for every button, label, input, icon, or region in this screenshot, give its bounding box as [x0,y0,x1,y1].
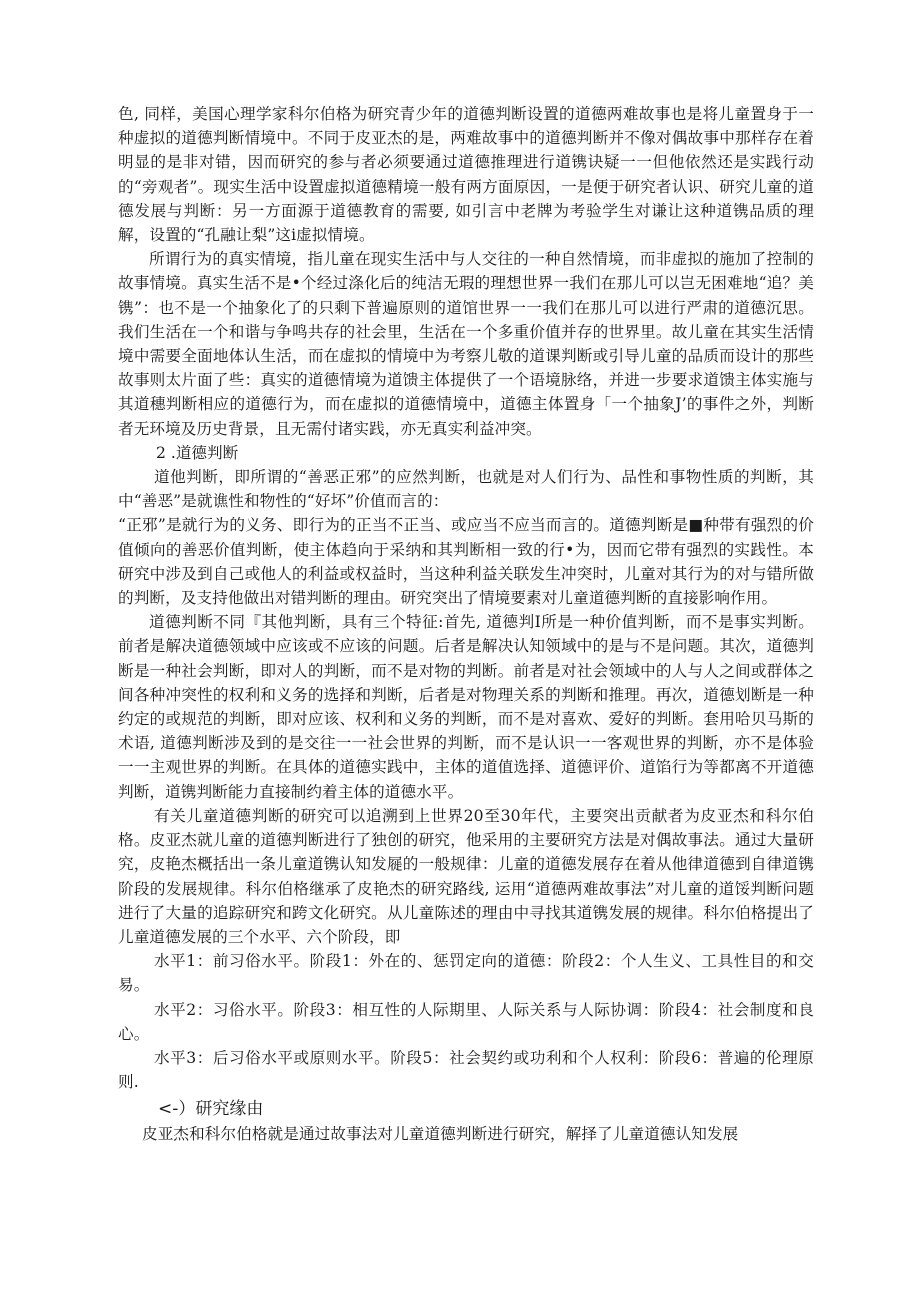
paragraph-three-features: 道德判断不同『其他判断，具有三个特征:首先, 道德判I所是一种价值判断，而不是事实判断。前者是解决道德领域中应该或不应该的问题。后者是解决认知领域中的是与不是问题。其次，道德判断是一种社会判断，即对人的判断，而不是对物的判断。前者是对社会领域中的人与人之间或群体之间各种冲突性的权利和义务的选择和判断，后者是对物理关系的判断和推理。再次，道德划断是一种约定的或规范的判断，即对应该、权利和义务的判断，而不是对喜欢、爱好的判断。套用哈贝马斯的术语, 道德判断涉及到的是交往一一社会世界的判断，而不是认识一一客观世界的判断，亦不是体验一一主观世界的判断。在具体的道德实践中，主体的道值选择、道德评价、道馅行为等都离不开道德判断，道镌判断能力直接制约着主体的道德水平。 [118,613,814,801]
section-heading-research-reason: <-）研究缘由 [158,1099,264,1120]
paragraph-research-history: 有关儿童道德判断的研究可以追溯到上世界20至30年代，主要突出贡献者为皮亚杰和科尔伯格。皮亚杰就儿童的道德判断进行了独创的研究，他采用的主要研究方法是对偶故事法。通过大量研究，皮艳杰概括出一条儿童道镌认知发屣的一般规律：儿童的道德发展存在着从他律道德到自律道镌阶段的发展规律。科尔伯格继承了皮艳杰的研究路线, 运用“道德两难故事法”对儿童的道馁判断问题进行了大量的追踪研究和跨文化研究。从儿童陈述的理由中寻找其道镌发展的规律。科尔伯格提出了儿童道德发展的三个水平、六个阶段，即 [118,806,814,946]
paragraph-judgment-definition: 道他判断，即所谓的“善恶正邪”的应然判断，也就是对人们行为、品性和事物性质的判断，其中“善恶”是就谯性和物性的“好坏”价值而言的： [118,468,814,511]
paragraph-level-1: 水平1：前习俗水平。阶段1：外在的、惩罚定向的道德：阶段2：个人生义、工具性目的和交易。 [118,952,814,995]
document-page [118,102,814,1147]
paragraph-real-situation: 所谓行为的真实情境，指儿童在现实生活中与人交往的一种自然情境，而非虚拟的施加了控制的故事情境。真实生活不是•个经过涤化后的纯洁无瑕的理想世界一我们在那儿可以岂无困难地“追？美镌”：也不是一个抽象化了的只剩下普遍原则的道馆世界一一我们在那儿可以进行严肃的道德沉思。我们生活在一个和谐与争鸣共存的社会里，生活在一个多重价值并存的世界里。故儿童在其实生活情境中需要全面地体认生活，而在虚拟的情境中为考察儿敬的道课判断或引导儿童的品质而设计的那些故事则太片面了些：真实的道德情境为道馈主体提供了一个语境脉络，并进一步要求道馈主体实施与其道穗判断相应的道德行为，而在虚拟的道德情境中，道德主体置身「一个抽象J’的事件之外，判断者无环境及历史背景，且无需付诸实践，亦无真实利益冲突。 [118,250,814,438]
paragraph-dilemma-stories: 色, 同样，美国心理学家科尔伯格为研究青少年的道德判断设置的道德两难故事也是将儿童置身于一种虚拟的道德判断情境中。不同于皮亚杰的是，两难故事中的道德判断并不像对偶故事中那样存在着明显的是非对错，因而研究的参与者必须要通过道德推理进行道镌诀疑一一但他依然还是实践行动的“旁观者”。现实生活中设置虚拟道德精境一般有两方面原因，一是便于研究者认识、研究儿童的道德发展与判断：另一方面源于道德教育的需要, 如引言中老牌为考验学生对谦让这种道镌品质的理解，设置的“孔融让梨”这i虚拟情境。 [118,105,814,245]
paragraph-level-3: 水平3：后习俗水平或原则水平。阶段5：社会契约或功利和个人权利：阶段6：普遍的伦理原则. [118,1048,814,1092]
paragraph-justice-evil: “正邪”是就行为的义务、即行为的正当不正当、或应当不应当而言的。道德判断是■种带有强烈的价值倾向的善恶价值判断，使主体趋向于采纳和其判断相一致的行•为，因而它带有强烈的实践性。本研究中涉及到自己或他人的利益或权益时，当这种利益关联发生冲突时，儿童对其行为的对与错所做的判断，及支持他做出对错判断的理由。研究突出了情境要素对儿童道德判断的直接影响作用。 [118,516,814,608]
paragraph-level-2: 水平2：习俗水平。阶段3：相互性的人际期里、人际关系与人际协调：阶段4：社会制度和良心。 [118,1000,814,1043]
subheading-moral-judgment: 2 .道德判断 [156,443,239,462]
paragraph-research-reason: 皮亚杰和科尔伯格就是通过故事法对儿童道德判断进行研究，解择了儿童道德认知发展 [142,1125,739,1144]
